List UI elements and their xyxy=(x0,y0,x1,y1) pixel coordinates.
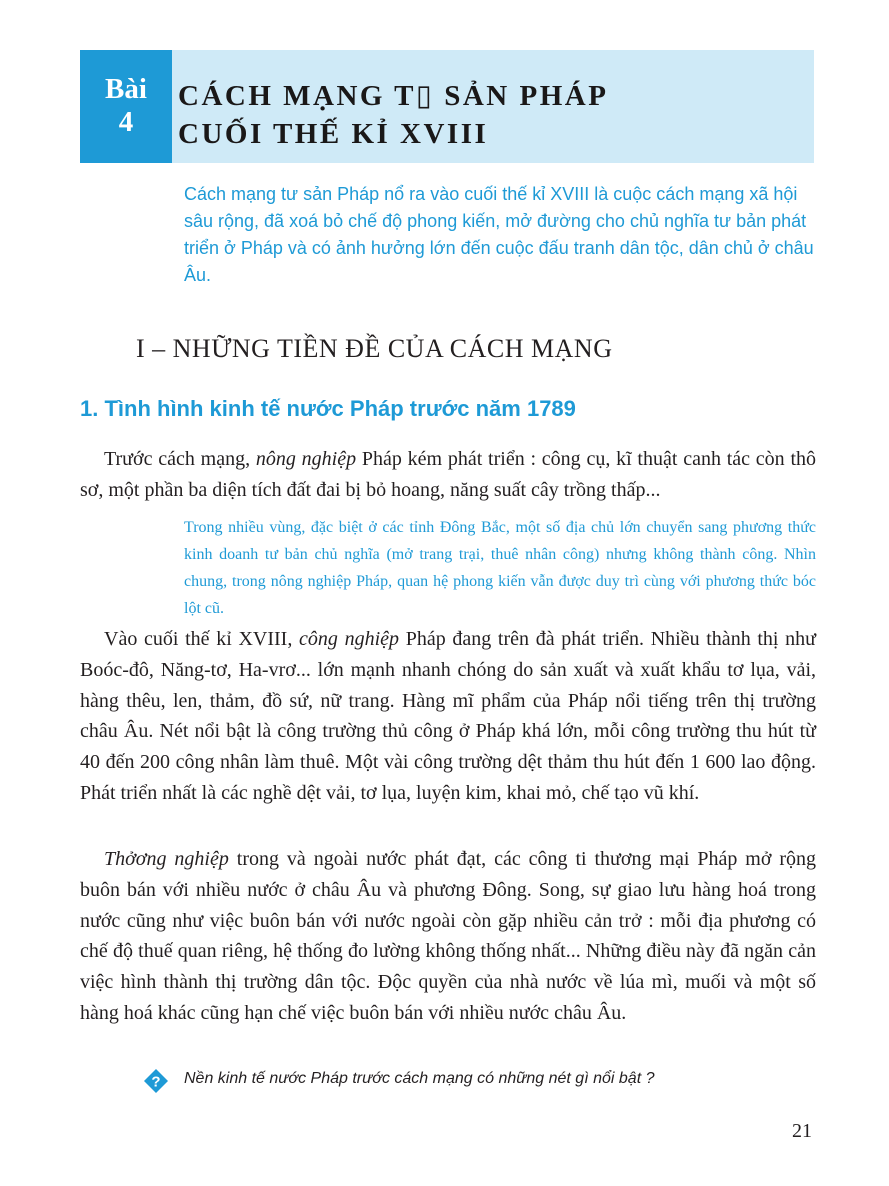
question-text: Nền kinh tế nước Pháp trước cách mạng có những nét gì nổi bật ? xyxy=(184,1070,655,1087)
lesson-title-band xyxy=(172,50,814,163)
review-question xyxy=(144,1066,824,1096)
paragraph-agriculture xyxy=(80,444,816,506)
lesson-intro: Cách mạng tư sản Pháp nổ ra vào cuối thế kỉ XVIII là cuộc cách mạng xã hội sâu rộng, đã xoá bỏ chế độ phong kiến, mở đường cho chủ nghĩa tư bản phát triển ở Pháp và có ảnh hưởng lớn đến cuộc đấu tranh dân tộc, dân chủ ở châu Âu. xyxy=(184,184,814,285)
lesson-title-line1: CÁCH MẠNG T▯ SẢN PHÁP xyxy=(178,80,609,112)
note-agriculture: Trong nhiều vùng, đặc biệt ở các tỉnh Đông Bắc, một số địa chủ lớn chuyển sang phương thức kinh doanh tư bản chủ nghĩa (mở trang trại, thuê nhân công) nhưng không thành công. Nhìn chung, trong nông nghiệp Pháp, quan hệ phong kiến vẫn được duy trì cùng với phương thức bóc lột cũ. xyxy=(184,519,816,617)
keyword-agriculture: nông nghiệp xyxy=(255,448,357,470)
subsection-title: 1. Tình hình kinh tế nước Pháp trước năm 1789 xyxy=(80,396,576,421)
keyword-commerce: Thởơng nghiệp xyxy=(104,848,229,870)
lesson-header xyxy=(80,50,814,163)
lesson-title-line2: CUỐI THẾ KỈ XVIII xyxy=(178,118,489,150)
lesson-title xyxy=(178,77,608,153)
lesson-label: Bài xyxy=(105,73,147,105)
paragraph-agriculture-start: Trước cách mạng, xyxy=(104,448,256,470)
page-number: 21 xyxy=(792,1120,812,1142)
section-title: I – NHỮNG TIỀN ĐỀ CỦA CÁCH MẠNG xyxy=(136,334,613,363)
paragraph-agriculture-rest: Pháp kém phát triển : công cụ, kĩ thuật canh tác còn thô sơ, một phần ba diện tích đất đai bị bỏ hoang, năng suất cây trồng thấp... xyxy=(80,448,817,501)
paragraph-industry-start: Vào cuối thế kỉ XVIII, xyxy=(104,628,300,650)
paragraph-commerce-rest: trong và ngoài nước phát đạt, các công ti thương mại Pháp mở rộng buôn bán với nhiều nước ở châu Âu và phương Đông. Song, sự giao lưu hàng hoá trong nước cũng như việc buôn bán với nước ngoài còn gặp nhiều cản trở : mỗi địa phương có chế độ thuế quan riêng, hệ thống đo lường không thống nhất... Những điều này đã ngăn cản việc hình thành thị trường dân tộc. Độc quyền của nhà nước về lúa mì, muối và một số hàng hoá khác cũng hạn chế việc buôn bán với nhiều nước châu Âu. xyxy=(80,848,816,1024)
lesson-number: 4 xyxy=(118,106,134,138)
lesson-number-box xyxy=(80,50,172,163)
question-diamond-icon xyxy=(144,1069,168,1093)
paragraph-industry-rest: Pháp đang trên đà phát triển. Nhiều thành thị như Boóc-đô, Năng-tơ, Ha-vrơ... lớn mạnh nhanh chóng do sản xuất và xuất khẩu tơ lụa, vải, hàng thêu, len, thảm, đồ sứ, nữ trang. Hàng mĩ phẩm của Pháp nổi tiếng trên thị trường châu Âu. Nét nổi bật là công trường thủ công ở Pháp khá lớn, mỗi công trường thu hút từ 40 đến 200 công nhân làm thuê. Một vài công trường dệt thảm thu hút đến 1 600 lao động. Phát triển nhất là các nghề dệt vải, tơ lụa, luyện kim, khai mỏ, chế tạo vũ khí. xyxy=(80,628,816,804)
svg-text:?: ? xyxy=(151,1073,161,1091)
keyword-industry: công nghiệp xyxy=(299,628,400,650)
paragraph-industry xyxy=(80,624,816,809)
paragraph-commerce xyxy=(80,844,816,1029)
